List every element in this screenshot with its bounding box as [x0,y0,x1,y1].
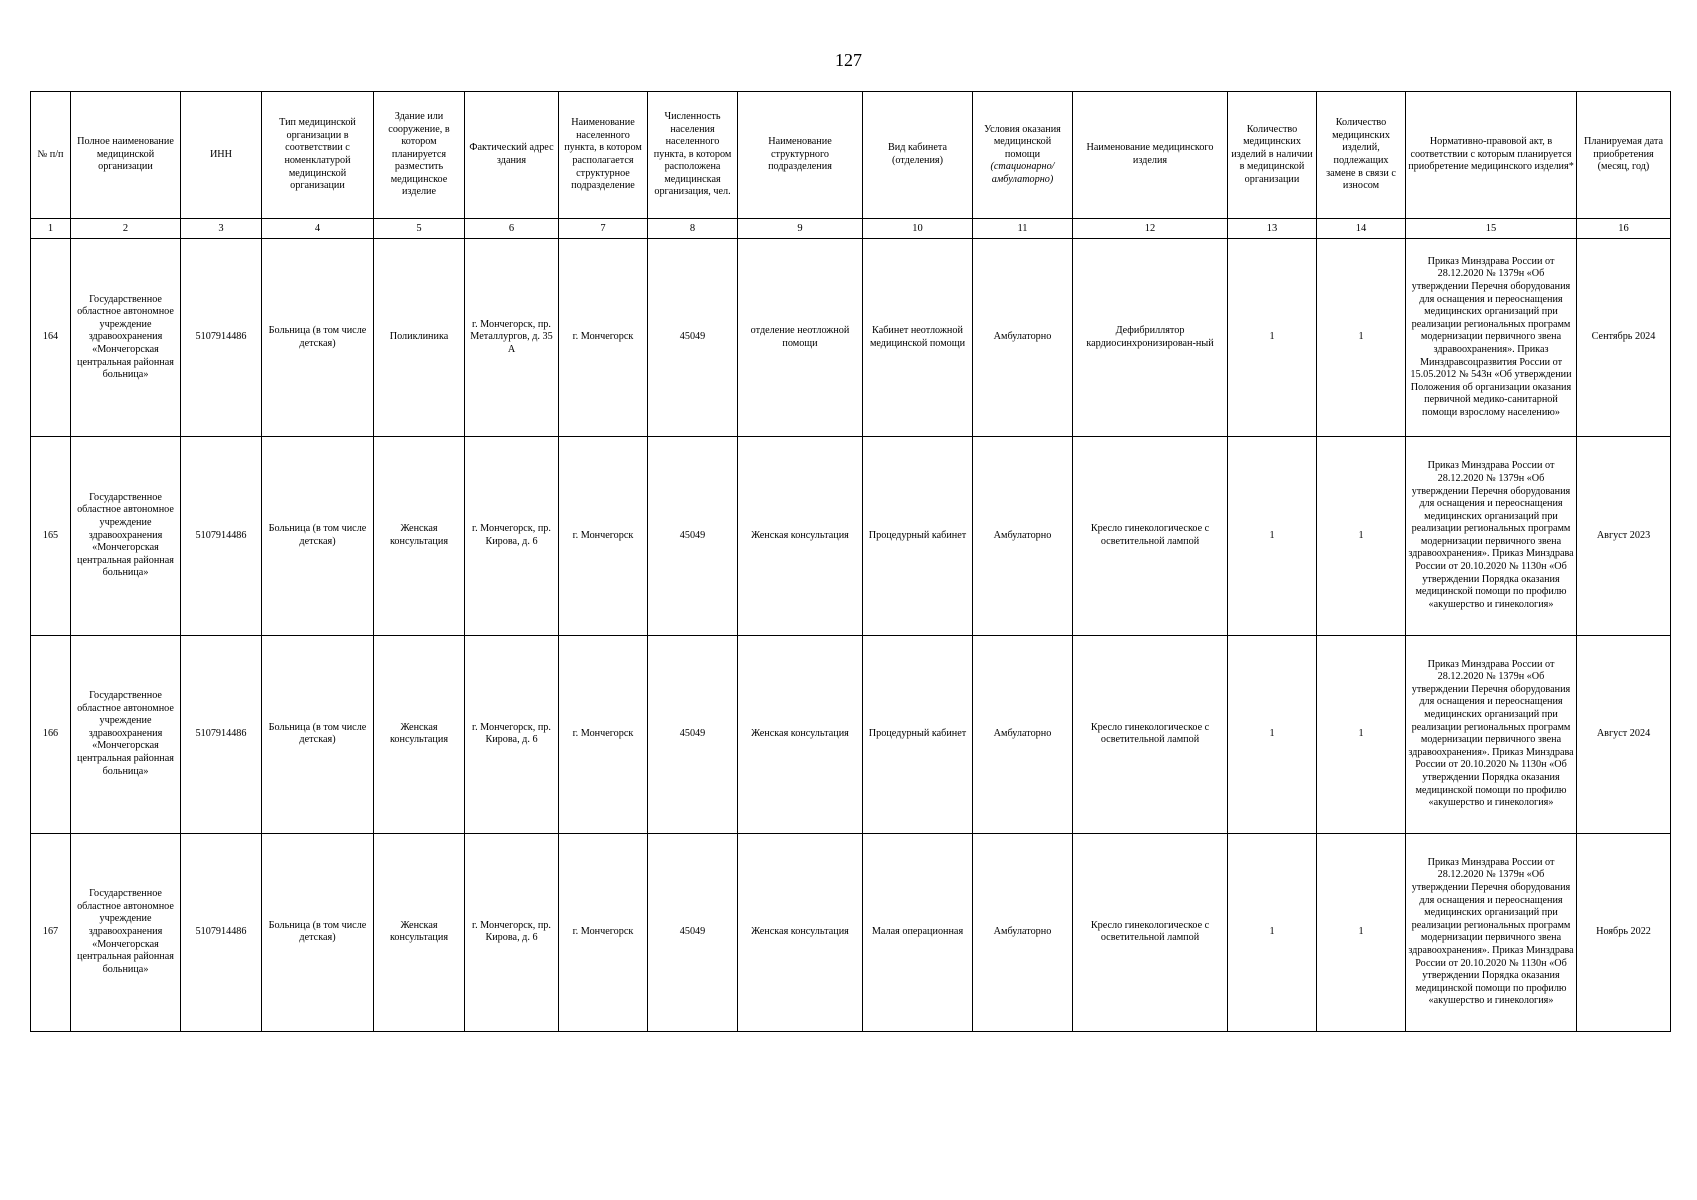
cell-org: Государственное областное автономное учреждение здравоохранения «Мончегорская центральная районная больница» [71,635,181,833]
cell-unit: Женская консультация [738,833,863,1031]
header-act: Нормативно-правовой акт, в соответствии с которым планируется приобретение медицинского изделия* [1406,92,1577,219]
header-address: Фактический адрес здания [465,92,559,219]
column-number: 16 [1577,219,1671,239]
column-number: 7 [559,219,648,239]
cell-qty-available: 1 [1228,635,1317,833]
column-number: 12 [1073,219,1228,239]
column-number: 14 [1317,219,1406,239]
cell-num: 167 [31,833,71,1031]
cell-act: Приказ Минздрава России от 28.12.2020 № 1379н «Об утверждении Перечня оборудования для оснащения и переоснащения медицинских организаций при реализации региональных программ модернизации первичного звена здравоохранения». Приказ Минздрава России от 20.10.2020 № 1130н «Об утверждении Порядка оказания медицинской помощи по профилю «акушерство и гинекология» [1406,437,1577,635]
cell-device: Кресло гинекологическое с осветительной лампой [1073,833,1228,1031]
table-row [31,437,1671,635]
header-row [31,92,1671,219]
cell-date: Август 2024 [1577,635,1671,833]
table-row [31,833,1671,1031]
table-row [31,635,1671,833]
cell-conditions: Амбулаторно [973,239,1073,437]
cell-unit: Женская консультация [738,635,863,833]
cell-type: Больница (в том числе детская) [262,437,374,635]
cell-population: 45049 [648,833,738,1031]
cell-org: Государственное областное автономное учреждение здравоохранения «Мончегорская центральная районная больница» [71,833,181,1031]
header-org: Полное наименование медицинской организации [71,92,181,219]
cell-population: 45049 [648,239,738,437]
header-locality: Наименование населенного пункта, в котором располагается структурное подразделение [559,92,648,219]
cell-building: Женская консультация [374,833,465,1031]
header-conditions-note: (стационарно/ амбулаторно) [990,161,1055,185]
cell-cabinet: Процедурный кабинет [863,635,973,833]
column-number: 15 [1406,219,1577,239]
cell-locality: г. Мончегорск [559,635,648,833]
header-qty-available: Количество медицинских изделий в наличии в медицинской организации [1228,92,1317,219]
header-conditions [973,92,1073,219]
cell-org: Государственное областное автономное учреждение здравоохранения «Мончегорская центральная районная больница» [71,437,181,635]
table-row [31,239,1671,437]
cell-building: Женская консультация [374,635,465,833]
cell-num: 164 [31,239,71,437]
cell-type: Больница (в том числе детская) [262,833,374,1031]
cell-address: г. Мончегорск, пр. Кирова, д. 6 [465,437,559,635]
cell-num: 165 [31,437,71,635]
cell-cabinet: Малая операционная [863,833,973,1031]
cell-inn: 5107914486 [181,239,262,437]
cell-qty-replace: 1 [1317,239,1406,437]
column-number: 11 [973,219,1073,239]
column-number: 4 [262,219,374,239]
header-building: Здание или сооружение, в котором планируется разместить медицинское изделие [374,92,465,219]
cell-device: Дефибриллятор кардиосинхронизирован-ный [1073,239,1228,437]
cell-cabinet: Кабинет неотложной медицинской помощи [863,239,973,437]
header-qty-replace: Количество медицинских изделий, подлежащих замене в связи с износом [1317,92,1406,219]
cell-unit: отделение неотложной помощи [738,239,863,437]
cell-date: Сентябрь 2024 [1577,239,1671,437]
cell-type: Больница (в том числе детская) [262,239,374,437]
cell-cabinet: Процедурный кабинет [863,437,973,635]
cell-act: Приказ Минздрава России от 28.12.2020 № 1379н «Об утверждении Перечня оборудования для оснащения и переоснащения медицинских организаций при реализации региональных программ модернизации первичного звена здравоохранения». Приказ Минздрава России от 20.10.2020 № 1130н «Об утверждении Порядка оказания медицинской помощи по профилю «акушерство и гинекология» [1406,833,1577,1031]
cell-conditions: Амбулаторно [973,635,1073,833]
cell-inn: 5107914486 [181,833,262,1031]
header-device: Наименование медицинского изделия [1073,92,1228,219]
header-inn: ИНН [181,92,262,219]
cell-qty-available: 1 [1228,833,1317,1031]
cell-inn: 5107914486 [181,437,262,635]
cell-locality: г. Мончегорск [559,437,648,635]
medical-equipment-table [30,91,1671,1032]
cell-act: Приказ Минздрава России от 28.12.2020 № 1379н «Об утверждении Перечня оборудования для оснащения и переоснащения медицинских организаций при реализации региональных программ модернизации первичного звена здравоохранения». Приказ Минздравсоцразвития России от 15.05.2012 № 543н «Об утверждении Положения об организации оказания первичной медико-санитарной помощи взрослому населению» [1406,239,1577,437]
cell-building: Поликлиника [374,239,465,437]
cell-building: Женская консультация [374,437,465,635]
page-number: 127 [835,50,862,70]
cell-unit: Женская консультация [738,437,863,635]
cell-date: Ноябрь 2022 [1577,833,1671,1031]
column-number: 1 [31,219,71,239]
cell-address: г. Мончегорск, пр. Кирова, д. 6 [465,635,559,833]
column-number: 2 [71,219,181,239]
cell-locality: г. Мончегорск [559,239,648,437]
cell-qty-replace: 1 [1317,437,1406,635]
cell-qty-replace: 1 [1317,635,1406,833]
cell-type: Больница (в том числе детская) [262,635,374,833]
column-number: 3 [181,219,262,239]
cell-qty-available: 1 [1228,239,1317,437]
cell-qty-replace: 1 [1317,833,1406,1031]
header-unit: Наименование структурного подразделения [738,92,863,219]
cell-date: Август 2023 [1577,437,1671,635]
column-number-row [31,219,1671,239]
cell-device: Кресло гинекологическое с осветительной лампой [1073,635,1228,833]
header-population: Численность населения населенного пункта, в котором расположена медицинская организация, чел. [648,92,738,219]
cell-locality: г. Мончегорск [559,833,648,1031]
header-conditions-label: Условия оказания медицинской помощи [984,123,1061,160]
cell-qty-available: 1 [1228,437,1317,635]
cell-act: Приказ Минздрава России от 28.12.2020 № 1379н «Об утверждении Перечня оборудования для оснащения и переоснащения медицинских организаций при реализации региональных программ модернизации первичного звена здравоохранения». Приказ Минздрава России от 20.10.2020 № 1130н «Об утверждении Порядка оказания медицинской помощи по профилю «акушерство и гинекология» [1406,635,1577,833]
header-type: Тип медицинской организации в соответствии с номенклатурой медицинской организации [262,92,374,219]
column-number: 6 [465,219,559,239]
cell-device: Кресло гинекологическое с осветительной лампой [1073,437,1228,635]
cell-population: 45049 [648,635,738,833]
column-number: 5 [374,219,465,239]
cell-conditions: Амбулаторно [973,833,1073,1031]
column-number: 13 [1228,219,1317,239]
header-date: Планируемая дата приобретения (месяц, год) [1577,92,1671,219]
column-number: 10 [863,219,973,239]
header-num: № п/п [31,92,71,219]
cell-conditions: Амбулаторно [973,437,1073,635]
column-number: 8 [648,219,738,239]
cell-num: 166 [31,635,71,833]
header-cabinet: Вид кабинета (отделения) [863,92,973,219]
column-number: 9 [738,219,863,239]
cell-population: 45049 [648,437,738,635]
cell-inn: 5107914486 [181,635,262,833]
cell-address: г. Мончегорск, пр. Кирова, д. 6 [465,833,559,1031]
cell-org: Государственное областное автономное учреждение здравоохранения «Мончегорская центральная районная больница» [71,239,181,437]
cell-address: г. Мончегорск, пр. Металлургов, д. 35 А [465,239,559,437]
